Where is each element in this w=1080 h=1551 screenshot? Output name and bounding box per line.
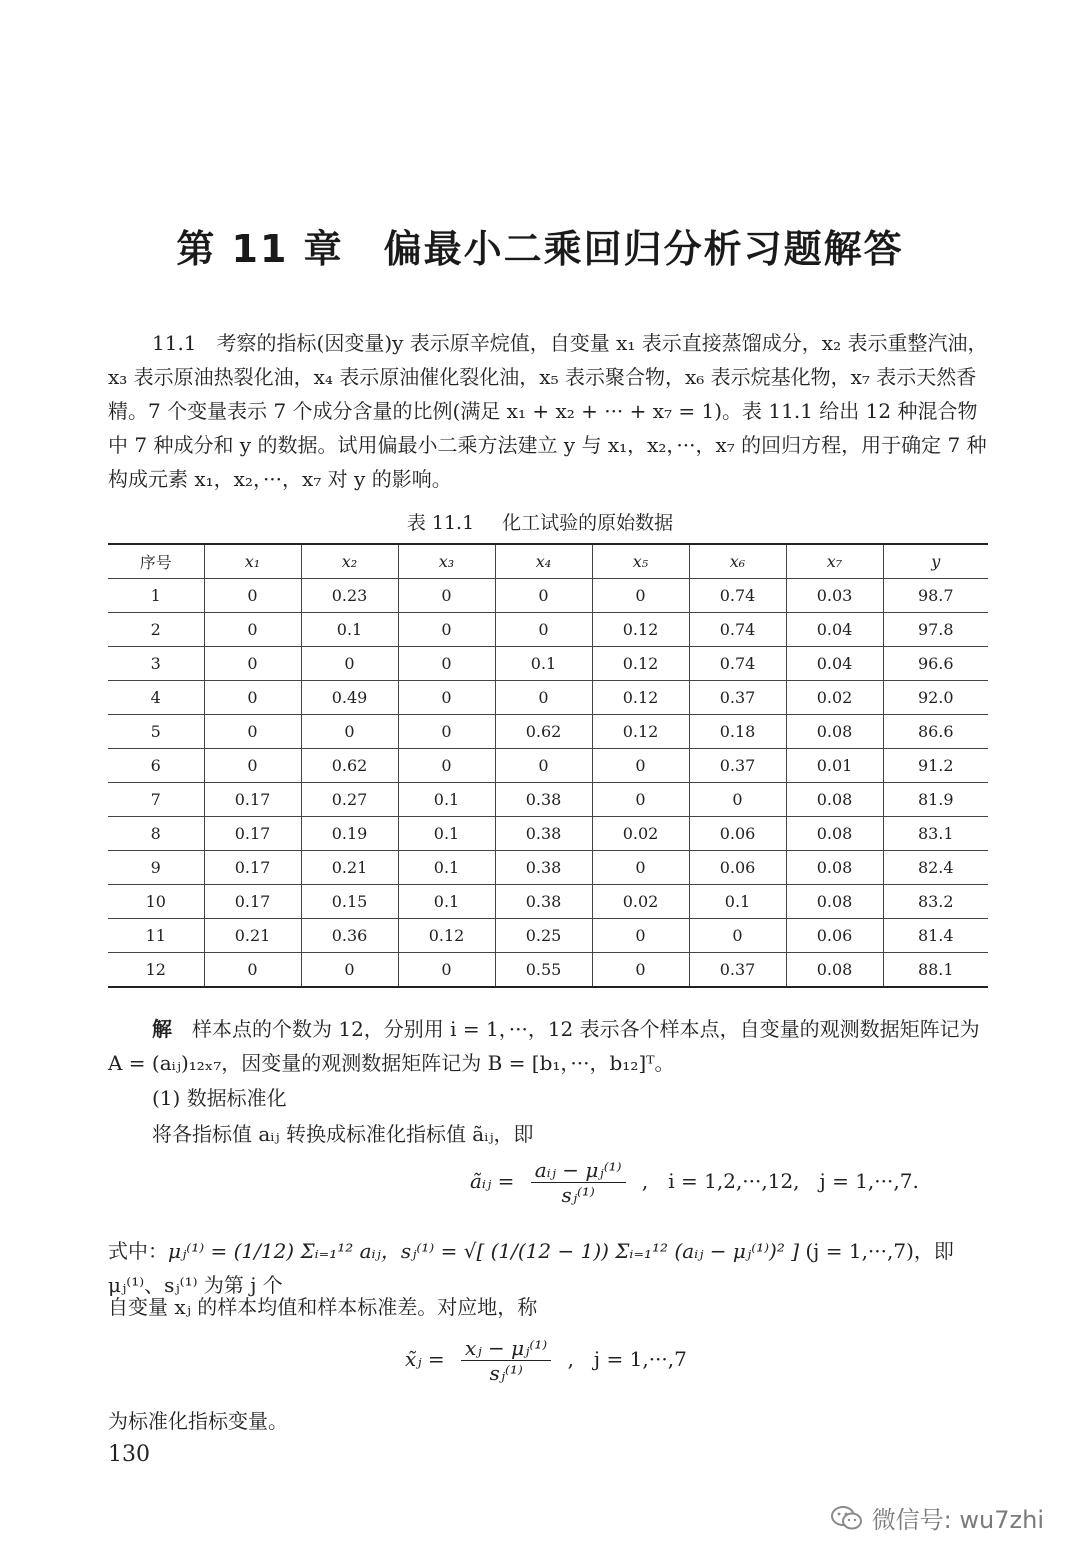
formula1-lhs: ãᵢⱼ = xyxy=(470,1169,515,1193)
table-cell: 0.1 xyxy=(398,851,495,885)
table-cell: 0.17 xyxy=(204,783,301,817)
table-cell: 0.1 xyxy=(495,647,592,681)
table-cell: 0.17 xyxy=(204,817,301,851)
solution-label: 解 xyxy=(152,1017,172,1041)
table-cell: 83.1 xyxy=(883,817,988,851)
table-row xyxy=(108,579,988,613)
table-cell: 0.74 xyxy=(689,579,786,613)
table-cell: 0 xyxy=(204,715,301,749)
formula3-numerator: xⱼ − μⱼ⁽¹⁾ xyxy=(461,1336,551,1361)
table-cell: 0.1 xyxy=(301,613,398,647)
formula1-fraction xyxy=(531,1158,626,1207)
table-cell: 86.6 xyxy=(883,715,988,749)
table-cell: 0.06 xyxy=(786,919,883,953)
table-cell: 0.04 xyxy=(786,647,883,681)
formula3-range: , j = 1,···,7 xyxy=(567,1347,687,1371)
table-cell: 0 xyxy=(398,613,495,647)
table-header-cell: x₅ xyxy=(592,544,689,579)
table-cell: 0.17 xyxy=(204,885,301,919)
formula1-denominator: sⱼ⁽¹⁾ xyxy=(561,1183,595,1207)
table-row xyxy=(108,681,988,715)
table-cell: 0.02 xyxy=(592,817,689,851)
table-header-cell: 序号 xyxy=(108,544,204,579)
table-cell: 96.6 xyxy=(883,647,988,681)
table-header-cell: y xyxy=(883,544,988,579)
table-cell: 0.19 xyxy=(301,817,398,851)
table-cell: 88.1 xyxy=(883,953,988,988)
table-row xyxy=(108,783,988,817)
table-cell: 0.06 xyxy=(689,817,786,851)
formula3-denominator: sⱼ⁽¹⁾ xyxy=(489,1361,523,1385)
solution-text: 样本点的个数为 12，分别用 i = 1，···，12 表示各个样本点，自变量的观测数据矩阵记为 A = (aᵢⱼ)₁₂ₓ₇，因变量的观测数据矩阵记为 B = [b₁，···，b₁₂]ᵀ。 xyxy=(108,1017,980,1075)
table-cell: 0.03 xyxy=(786,579,883,613)
table-cell: 0.1 xyxy=(398,783,495,817)
table-cell: 0.74 xyxy=(689,647,786,681)
table-cell: 0 xyxy=(495,613,592,647)
table-cell: 0 xyxy=(204,681,301,715)
table-cell: 0 xyxy=(592,749,689,783)
table-cell: 0.21 xyxy=(301,851,398,885)
table-cell: 1 xyxy=(108,579,204,613)
table-cell: 0.04 xyxy=(786,613,883,647)
table-cell: 91.2 xyxy=(883,749,988,783)
table-cell: 92.0 xyxy=(883,681,988,715)
table-row xyxy=(108,647,988,681)
table-cell: 2 xyxy=(108,613,204,647)
table-row xyxy=(108,715,988,749)
table-cell: 0 xyxy=(398,647,495,681)
chapter-number: 第 11 章 xyxy=(176,227,344,271)
table-cell: 0.38 xyxy=(495,885,592,919)
table-cell: 0 xyxy=(204,749,301,783)
table-cell: 0.38 xyxy=(495,851,592,885)
formula1-range: , i = 1,2,···,12, j = 1,···,7. xyxy=(641,1169,919,1193)
table-cell: 0.74 xyxy=(689,613,786,647)
table-header-cell: x₆ xyxy=(689,544,786,579)
page-number: 130 xyxy=(108,1442,150,1467)
table-caption-text: 化工试验的原始数据 xyxy=(502,512,674,534)
table-cell: 0.1 xyxy=(689,885,786,919)
table-cell: 0 xyxy=(398,715,495,749)
table-cell: 0.23 xyxy=(301,579,398,613)
table-cell: 0 xyxy=(495,749,592,783)
table-cell: 0.37 xyxy=(689,749,786,783)
table-header-cell: x₁ xyxy=(204,544,301,579)
table-cell: 0.12 xyxy=(592,647,689,681)
table-row xyxy=(108,953,988,988)
table-cell: 0 xyxy=(592,953,689,988)
table-caption-number: 表 11.1 xyxy=(406,512,475,534)
formula1-numerator: aᵢⱼ − μⱼ⁽¹⁾ xyxy=(531,1158,626,1183)
table-cell: 7 xyxy=(108,783,204,817)
formula2-body: μⱼ⁽¹⁾ = (1/12) Σᵢ₌₁¹² aᵢⱼ，sⱼ⁽¹⁾ = √[ (1/(12 − 1)) Σᵢ₌₁¹² (aᵢⱼ − μⱼ⁽¹⁾)² ] xyxy=(168,1239,800,1263)
table-cell: 0 xyxy=(204,647,301,681)
table-cell: 0.06 xyxy=(689,851,786,885)
table-header-cell: x₃ xyxy=(398,544,495,579)
formula-standardize-a xyxy=(470,1158,919,1207)
table-cell: 5 xyxy=(108,715,204,749)
formula2-prefix: 式中： xyxy=(108,1239,168,1263)
table-cell: 0.08 xyxy=(786,851,883,885)
table-cell: 0.1 xyxy=(398,885,495,919)
table-cell: 0 xyxy=(689,919,786,953)
table-cell: 0 xyxy=(301,953,398,988)
after-formula-text: 自变量 xⱼ 的样本均值和样本标准差。对应地，称 xyxy=(108,1295,538,1319)
table-cell: 0 xyxy=(495,681,592,715)
table-cell: 0.02 xyxy=(592,885,689,919)
table-cell: 0.01 xyxy=(786,749,883,783)
table-cell: 0.18 xyxy=(689,715,786,749)
table-header-cell: x₂ xyxy=(301,544,398,579)
table-cell: 0 xyxy=(398,953,495,988)
table-body xyxy=(108,579,988,988)
table-cell: 0.15 xyxy=(301,885,398,919)
table-cell: 0.62 xyxy=(301,749,398,783)
table-cell: 8 xyxy=(108,817,204,851)
table-cell: 0 xyxy=(301,647,398,681)
table-cell: 0 xyxy=(204,613,301,647)
table-cell: 9 xyxy=(108,851,204,885)
table-cell: 0 xyxy=(398,681,495,715)
table-cell: 83.2 xyxy=(883,885,988,919)
table-cell: 0 xyxy=(398,749,495,783)
table-cell: 6 xyxy=(108,749,204,783)
table-cell: 11 xyxy=(108,919,204,953)
table-cell: 0.37 xyxy=(689,953,786,988)
table-row xyxy=(108,613,988,647)
table-cell: 82.4 xyxy=(883,851,988,885)
table-cell: 0 xyxy=(592,851,689,885)
table-cell: 0.27 xyxy=(301,783,398,817)
table-row xyxy=(108,919,988,953)
formula2-suffix: (j = 1,···,7)，即 μⱼ⁽¹⁾、sⱼ⁽¹⁾ 为第 j 个 xyxy=(108,1239,954,1297)
table-cell: 0.21 xyxy=(204,919,301,953)
table-row xyxy=(108,851,988,885)
wechat-icon xyxy=(830,1505,864,1531)
formula3-fraction xyxy=(461,1336,551,1385)
step-heading: (1) 数据标准化 xyxy=(152,1086,287,1110)
table-cell: 0 xyxy=(398,579,495,613)
chapter-heading: 偏最小二乘回归分析习题解答 xyxy=(383,227,904,271)
chapter-title xyxy=(0,218,1080,273)
table-cell: 0.12 xyxy=(398,919,495,953)
problem-paragraph: 11.1 考察的指标(因变量)y 表示原辛烷值，自变量 x₁ 表示直接蒸馏成分，x₂ 表示重整汽油，x₃ 表示原油热裂化油，x₄ 表示原油催化裂化油，x₅ 表示聚合物，x₆ 表示烷基化物，x₇ 表示天然香精。7 个变量表示 7 个成分含量的比例(满足 x₁ + x₂ + ··· + x₇ = 1)。表 11.1 给出 12 种混合物中 7 种成分和 y 的数据。试用偏最小二乘方法建立 y 与 x₁，x₂，···，x₇ 的回归方程，用于确定 7 种构成元素 x₁，x₂，···，x₇ 对 y 的影响。 xyxy=(108,331,988,491)
table-cell: 98.7 xyxy=(883,579,988,613)
table-cell: 0 xyxy=(301,715,398,749)
formula3-lhs: x̃ⱼ = xyxy=(405,1347,445,1371)
watermark-text: 微信号: wu7zhi xyxy=(871,1506,1044,1534)
table-cell: 0.1 xyxy=(398,817,495,851)
table-cell: 0 xyxy=(592,783,689,817)
table-row xyxy=(108,749,988,783)
table-cell: 0.62 xyxy=(495,715,592,749)
table-cell: 0.08 xyxy=(786,885,883,919)
table-cell: 0 xyxy=(204,579,301,613)
table-cell: 0.38 xyxy=(495,817,592,851)
solution-paragraph xyxy=(108,1012,988,1080)
table-row xyxy=(108,885,988,919)
table-caption xyxy=(0,508,1080,535)
table-cell: 0.08 xyxy=(786,817,883,851)
table-cell: 0 xyxy=(689,783,786,817)
table-cell: 0.49 xyxy=(301,681,398,715)
table-cell: 0.38 xyxy=(495,783,592,817)
table-header-row xyxy=(108,544,988,579)
table-cell: 0.12 xyxy=(592,715,689,749)
table-cell: 81.4 xyxy=(883,919,988,953)
closing-text: 为标准化指标变量。 xyxy=(108,1409,288,1433)
table-header-cell: x₇ xyxy=(786,544,883,579)
table-cell: 0.08 xyxy=(786,715,883,749)
table-cell: 0.12 xyxy=(592,681,689,715)
table-cell: 97.8 xyxy=(883,613,988,647)
table-cell: 0.02 xyxy=(786,681,883,715)
table-cell: 0 xyxy=(592,919,689,953)
table-cell: 4 xyxy=(108,681,204,715)
table-header-cell: x₄ xyxy=(495,544,592,579)
wechat-watermark xyxy=(830,1500,1044,1535)
table-cell: 0.25 xyxy=(495,919,592,953)
table-cell: 0 xyxy=(204,953,301,988)
table-cell: 0 xyxy=(495,579,592,613)
table-cell: 0.12 xyxy=(592,613,689,647)
formula-standardize-x xyxy=(405,1336,687,1385)
table-cell: 0.08 xyxy=(786,783,883,817)
table-cell: 10 xyxy=(108,885,204,919)
table-cell: 0 xyxy=(592,579,689,613)
table-cell: 0.36 xyxy=(301,919,398,953)
table-cell: 0.17 xyxy=(204,851,301,885)
table-row xyxy=(108,817,988,851)
table-cell: 3 xyxy=(108,647,204,681)
data-table xyxy=(108,543,988,988)
table-cell: 12 xyxy=(108,953,204,988)
table-cell: 0.37 xyxy=(689,681,786,715)
table-cell: 81.9 xyxy=(883,783,988,817)
step-text: 将各指标值 aᵢⱼ 转换成标准化指标值 ãᵢⱼ，即 xyxy=(152,1122,534,1146)
table-cell: 0.08 xyxy=(786,953,883,988)
table-cell: 0.55 xyxy=(495,953,592,988)
